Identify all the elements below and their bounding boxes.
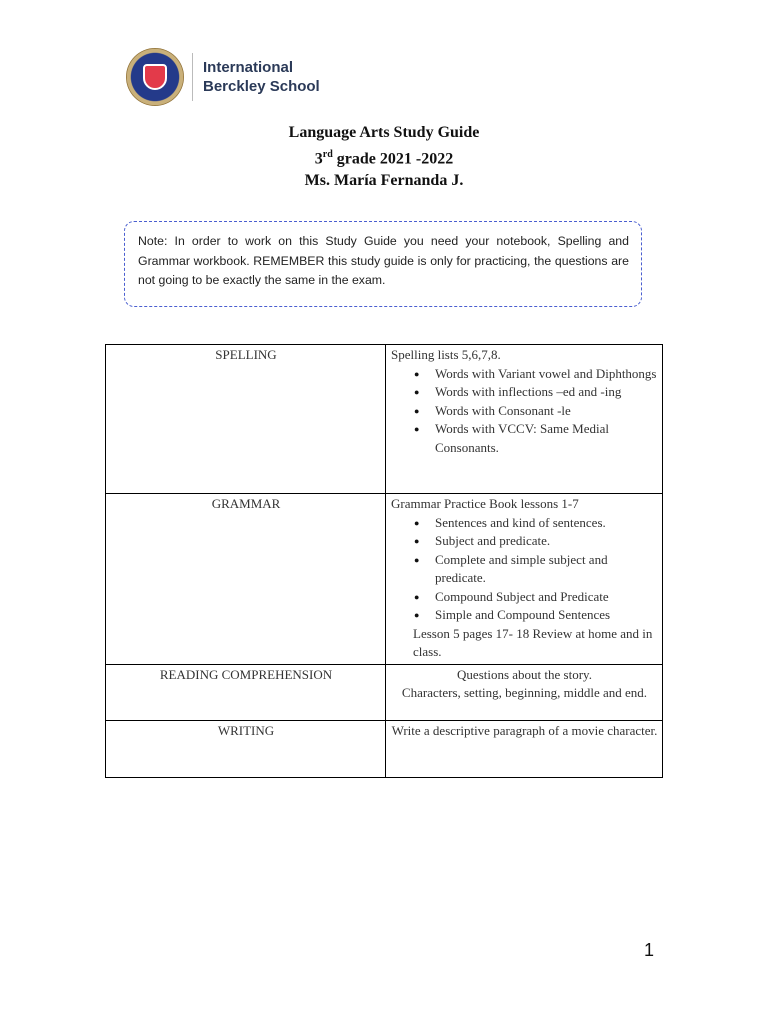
list-item: ● Words with Variant vowel and Diphthongs <box>435 365 658 384</box>
spelling-content <box>386 345 663 494</box>
list-item: ● Subject and predicate. <box>435 532 658 551</box>
grammar-content <box>386 494 663 665</box>
note-box: Note: In order to work on this Study Guide you need your notebook, Spelling and Grammar workbook. REMEMBER this study guide is only for practicing, the questions are not going to be exactly the same in the exam. <box>124 221 642 307</box>
subject-spelling: SPELLING <box>106 345 386 494</box>
list-item: ● Complete and simple subject and predicate. <box>435 551 658 588</box>
writing-content: Write a descriptive paragraph of a movie character. <box>386 720 663 777</box>
spelling-list <box>391 365 658 458</box>
grade-year: grade 2021 -2022 <box>332 150 454 168</box>
reading-line2: Characters, setting, beginning, middle and end. <box>401 685 648 700</box>
school-name-line1: International <box>203 59 294 76</box>
reading-content <box>386 664 663 720</box>
table-row <box>106 494 663 665</box>
grade-line <box>0 144 768 170</box>
spelling-intro: Spelling lists 5,6,7,8. <box>391 347 501 362</box>
school-name-line2: Berckley School <box>203 78 320 95</box>
page-number: 1 <box>643 940 654 960</box>
list-item: ● Words with VCCV: Same Medial Consonants. <box>435 420 658 457</box>
list-item: ● Words with inflections –ed and -ing <box>435 383 658 402</box>
grade-number: 3 <box>314 150 323 168</box>
grammar-review-note: Lesson 5 pages 17- 18 Review at home and in class. <box>413 625 653 659</box>
subject-writing: WRITING <box>106 720 386 777</box>
school-logo <box>126 46 326 108</box>
title-line: Language Arts Study Guide <box>288 124 480 141</box>
document-title <box>0 122 768 192</box>
school-seal-icon <box>126 48 184 106</box>
school-name <box>203 58 320 96</box>
table-row <box>106 345 663 494</box>
logo-divider <box>192 53 193 101</box>
reading-line1: Questions about the story. <box>457 666 592 682</box>
list-item: ● Words with Consonant -le <box>435 402 658 421</box>
table-row <box>106 664 663 720</box>
subject-reading: READING COMPREHENSION <box>106 664 386 720</box>
grammar-intro: Grammar Practice Book lessons 1-7 <box>391 496 579 511</box>
study-guide-table <box>105 344 663 778</box>
teacher-name: Ms. María Fernanda J. <box>304 172 464 190</box>
grammar-list <box>391 514 658 625</box>
table-row <box>106 720 663 777</box>
list-item: ● Simple and Compound Sentences <box>435 606 658 625</box>
list-item: ● Compound Subject and Predicate <box>435 588 658 607</box>
list-item: ● Sentences and kind of sentences. <box>435 514 658 533</box>
subject-grammar: GRAMMAR <box>106 494 386 665</box>
grade-suffix: rd <box>322 149 333 160</box>
